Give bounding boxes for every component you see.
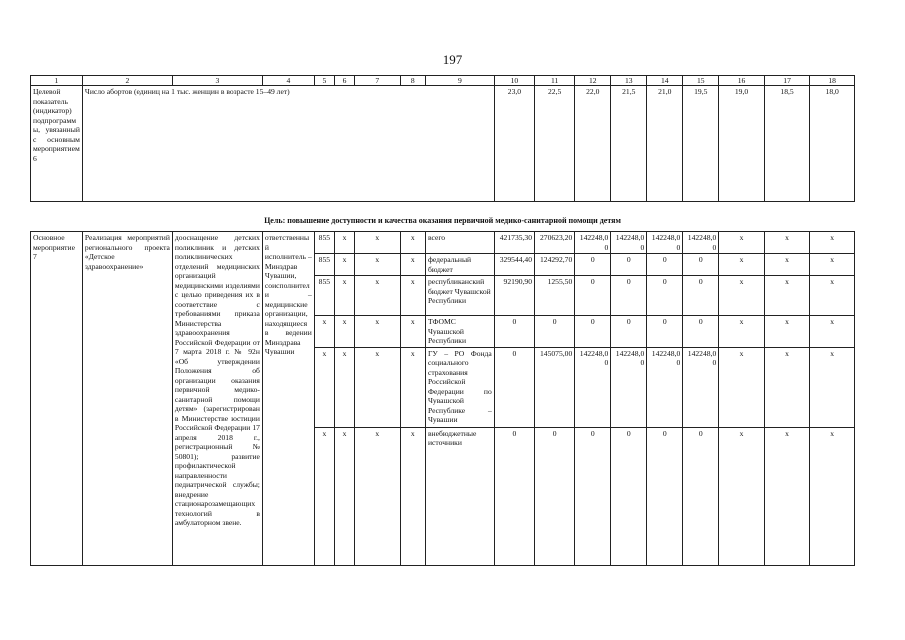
- amount-cell: x: [764, 232, 810, 254]
- amount-cell: 0: [494, 347, 534, 427]
- header-cell: 9: [425, 76, 494, 86]
- amount-cell: 0: [683, 276, 719, 316]
- amount-cell: 145075,00: [535, 347, 575, 427]
- header-cell: 14: [647, 76, 683, 86]
- goal-row: [31, 202, 855, 232]
- code-cell: x: [355, 427, 401, 565]
- code-cell: x: [334, 427, 354, 565]
- amount-cell: 142248,00: [611, 347, 647, 427]
- amount-cell: x: [719, 347, 765, 427]
- measure-executor: ответственный исполнитель – Минздрав Чувашии, соисполнители – медицинские организации, находящиеся в ведении Минздрава Чувашии: [262, 232, 314, 565]
- code-cell: x: [400, 347, 425, 427]
- indicator-value: 18,0: [810, 86, 855, 202]
- amount-cell: 142248,00: [683, 347, 719, 427]
- indicator-value: 18,5: [764, 86, 810, 202]
- funding-source: ГУ – РО Фонда социального страхования Российской Федерации по Чувашской Республике – Чувашии: [425, 347, 494, 427]
- amount-cell: x: [719, 276, 765, 316]
- header-cell: 13: [611, 76, 647, 86]
- indicator-value: 21,5: [611, 86, 647, 202]
- amount-cell: 0: [611, 427, 647, 565]
- indicator-value: 21,0: [647, 86, 683, 202]
- header-cell: 6: [334, 76, 354, 86]
- amount-cell: 270623,20: [535, 232, 575, 254]
- amount-cell: 142248,00: [611, 232, 647, 254]
- amount-cell: 142248,00: [575, 232, 611, 254]
- header-cell: 15: [683, 76, 719, 86]
- amount-cell: x: [764, 427, 810, 565]
- amount-cell: 421735,30: [494, 232, 534, 254]
- indicator-label: Целевой показатель (индикатор) подпрограммы, увязанный с основным мероприятием 6: [31, 86, 83, 202]
- amount-cell: 0: [647, 427, 683, 565]
- amount-cell: 0: [575, 254, 611, 276]
- code-cell: x: [355, 347, 401, 427]
- code-cell: x: [334, 347, 354, 427]
- indicator-row: [31, 86, 855, 202]
- amount-cell: 92190,90: [494, 276, 534, 316]
- amount-cell: 0: [611, 276, 647, 316]
- amount-cell: x: [719, 316, 765, 347]
- measure-type: Основное мероприятие 7: [31, 232, 83, 565]
- amount-cell: 0: [535, 316, 575, 347]
- indicator-value: 19,5: [683, 86, 719, 202]
- code-cell: x: [314, 347, 334, 427]
- header-cell: 11: [535, 76, 575, 86]
- amount-cell: x: [719, 232, 765, 254]
- indicator-value: 22,0: [575, 86, 611, 202]
- code-cell: 855: [314, 254, 334, 276]
- amount-cell: 0: [647, 254, 683, 276]
- amount-cell: 0: [611, 316, 647, 347]
- header-cell: 8: [400, 76, 425, 86]
- indicator-value: 19,0: [719, 86, 765, 202]
- amount-cell: x: [810, 347, 855, 427]
- amount-cell: 0: [683, 254, 719, 276]
- amount-cell: x: [810, 316, 855, 347]
- amount-cell: 142248,00: [683, 232, 719, 254]
- code-cell: x: [400, 316, 425, 347]
- code-cell: x: [355, 232, 401, 254]
- funding-source: всего: [425, 232, 494, 254]
- code-cell: 855: [314, 232, 334, 254]
- code-cell: x: [314, 427, 334, 565]
- header-cell: 2: [82, 76, 172, 86]
- indicator-name: Число абортов (единиц на 1 тыс. женщин в возрасте 15–49 лет): [82, 86, 494, 202]
- amount-cell: 0: [647, 276, 683, 316]
- amount-cell: 0: [683, 427, 719, 565]
- amount-cell: x: [764, 316, 810, 347]
- header-cell: 12: [575, 76, 611, 86]
- amount-cell: x: [810, 254, 855, 276]
- amount-cell: 0: [535, 427, 575, 565]
- amount-cell: x: [719, 254, 765, 276]
- header-cell: 7: [355, 76, 401, 86]
- amount-cell: x: [764, 276, 810, 316]
- code-cell: x: [355, 276, 401, 316]
- header-cell: 16: [719, 76, 765, 86]
- amount-cell: 0: [611, 254, 647, 276]
- amount-cell: x: [764, 254, 810, 276]
- amount-cell: 329544,40: [494, 254, 534, 276]
- code-cell: x: [334, 254, 354, 276]
- header-cell: 4: [262, 76, 314, 86]
- amount-cell: x: [719, 427, 765, 565]
- amount-cell: x: [764, 347, 810, 427]
- amount-cell: 142248,00: [647, 232, 683, 254]
- funding-source: республиканский бюджет Чувашской Республики: [425, 276, 494, 316]
- header-cell: 17: [764, 76, 810, 86]
- code-cell: x: [314, 316, 334, 347]
- amount-cell: 0: [647, 316, 683, 347]
- measure-name: Реализация мероприятий регионального проекта «Детское здравоохранение»: [82, 232, 172, 565]
- amount-cell: 142248,00: [575, 347, 611, 427]
- header-cell: 3: [172, 76, 262, 86]
- code-cell: x: [400, 427, 425, 565]
- code-cell: x: [334, 276, 354, 316]
- code-cell: x: [355, 316, 401, 347]
- code-cell: x: [355, 254, 401, 276]
- page-number: 197: [442, 52, 463, 67]
- amount-cell: 0: [683, 316, 719, 347]
- amount-cell: 0: [575, 316, 611, 347]
- amount-cell: 142248,00: [647, 347, 683, 427]
- indicator-value: 23,0: [494, 86, 534, 202]
- measure-row: [31, 232, 855, 254]
- code-cell: 855: [314, 276, 334, 316]
- header-row: [31, 76, 855, 86]
- goal-text: Цель: повышение доступности и качества оказания первичной медико-санитарной помощи детям: [31, 202, 855, 232]
- program-table: [30, 75, 855, 566]
- amount-cell: 0: [494, 316, 534, 347]
- code-cell: x: [400, 276, 425, 316]
- amount-cell: x: [810, 427, 855, 565]
- funding-source: ТФОМС Чувашской Республики: [425, 316, 494, 347]
- funding-source: внебюджетные источники: [425, 427, 494, 565]
- code-cell: x: [400, 232, 425, 254]
- indicator-value: 22,5: [535, 86, 575, 202]
- header-cell: 18: [810, 76, 855, 86]
- amount-cell: 0: [575, 276, 611, 316]
- code-cell: x: [334, 232, 354, 254]
- header-cell: 5: [314, 76, 334, 86]
- header-cell: 1: [31, 76, 83, 86]
- header-cell: 10: [494, 76, 534, 86]
- amount-cell: 124292,70: [535, 254, 575, 276]
- amount-cell: 1255,50: [535, 276, 575, 316]
- amount-cell: 0: [575, 427, 611, 565]
- funding-source: федеральный бюджет: [425, 254, 494, 276]
- code-cell: x: [400, 254, 425, 276]
- code-cell: x: [334, 316, 354, 347]
- amount-cell: x: [810, 232, 855, 254]
- amount-cell: 0: [494, 427, 534, 565]
- amount-cell: x: [810, 276, 855, 316]
- measure-description: дооснащение детских поликлиник и детских поликлинических отделений медицинских организаций медицинскими изделиями с целью приведения их в соответствие с требованиями приказа Министерства здравоохранения Российской Федерации от 7 марта 2018 г. № 92н «Об утверждении Положения об организации оказания первичной медико-санитарной помощи детям» (зарегистрирован в Министерстве юстиции Российской Федерации 17 апреля 2018 г., регистрационный № 50801); развитие профилактической направленности педиатрической службы; внедрение стационарозамещающих технологий в амбулаторном звене.: [172, 232, 262, 565]
